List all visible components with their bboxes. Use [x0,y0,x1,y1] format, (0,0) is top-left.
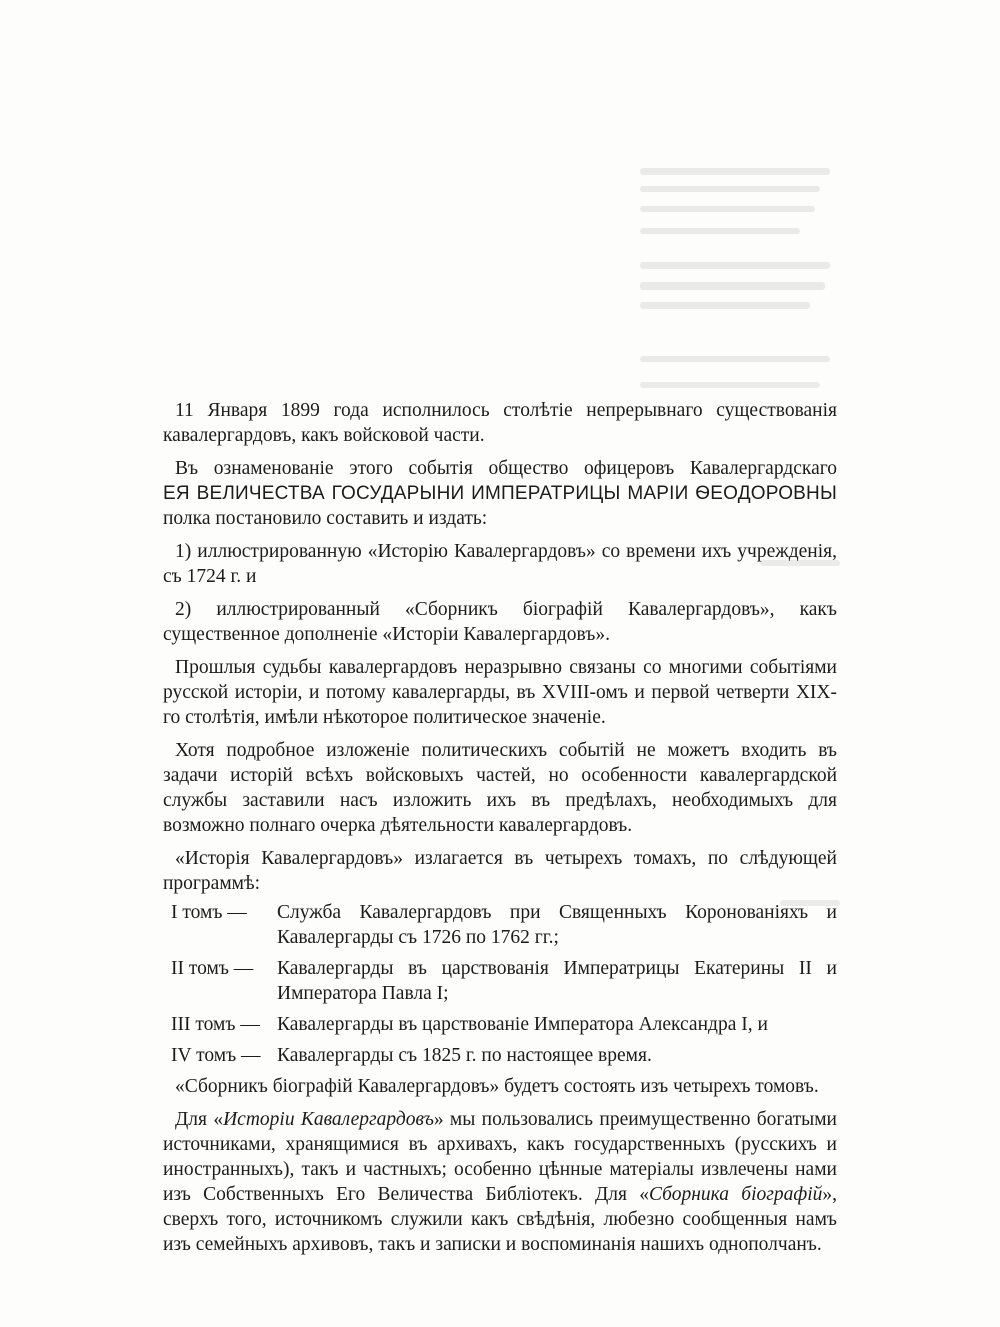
volume-text: Кавалергарды съ 1825 г. по настоящее время. [277,1045,652,1066]
volume-entry [171,956,837,1006]
paragraph-anniversary: 11 Января 1899 года исполнилось столѣтіе непрерывнаго существованія кавалергардовъ, какъ войсковой части. [163,400,837,446]
volume-label: IV томъ — [171,1045,261,1066]
volume-entry [171,1043,837,1068]
volume-label: II томъ — [171,958,254,979]
list-item-history: 1) иллюстрированную «Исторію Кавалергардовъ» со времени ихъ учрежденія, съ 1724 г. и [163,541,837,587]
regiment-patron-caps: ЕЯ ВЕЛИЧЕСТВА ГОСУДАРЫНИ ИМПЕРАТРИЦЫ МАРІИ ѲЕОДОРОВНЫ [163,483,837,504]
volume-text: Кавалергарды въ царствованіе Императора Александра I, и [277,1014,768,1035]
paragraph-society [163,456,837,531]
volume-label: I томъ — [171,902,247,923]
paragraph-society-line: Въ ознаменованіе этого событія общество офицеровъ Кавалергардскаго [175,458,837,479]
paragraph-political: Хотя подробное изложеніе политическихъ событій не можетъ входить въ задачи исторій всѣхъ войсковыхъ частей, но особенности кавалергардской службы заставили насъ изложить ихъ въ предѣлахъ, необходимыхъ для возможно полнаго очерка дѣятельности кавалергардовъ. [163,740,837,836]
volume-text: Служба Кавалергардовъ при Священныхъ Коронованіяхъ и Кавалергарды съ 1726 по 1762 гг.; [277,902,837,948]
paragraph-fates: Прошлыя судьбы кавалергардовъ неразрывно связаны со многими событіями русской исторіи, и потому кавалергарды, въ XVIII-омъ и первой четверти XIX-го столѣтія, имѣли нѣкоторое политическое значеніе. [163,657,837,728]
document-body [163,398,837,1265]
sources-text: » мы пользовались преимущественно богатыми источниками, хранящимися въ архивахъ, какъ государственныхъ (русскихъ и иностранныхъ), такъ и частныхъ; особенно цѣнные матеріалы извлечены нами изъ Собственныхъ Его Величества Библіотекъ. Для « [163,1109,837,1205]
volume-text: Кавалергарды въ царствованія Императрицы Екатерины II и Императора Павла I; [277,958,837,1004]
sources-title-history: Исторіи Кавалергардовъ [223,1109,434,1130]
volume-entry [171,1012,837,1037]
paragraph-program: «Исторія Кавалергардовъ» излагается въ четырехъ томахъ, по слѣдующей программѣ: [163,848,837,894]
volume-entry [171,900,837,950]
sources-text: Для « [175,1109,224,1130]
volume-label: III томъ — [171,1014,260,1035]
sources-text: », сверхъ того, источникомъ служили какъ свѣдѣнія, любезно сообщенныя намъ изъ семейныхъ архивовъ, такъ и записки и воспоминанія нашихъ однополчанъ. [163,1184,837,1255]
sources-title-biographies: Сборника біографій [649,1184,823,1205]
paragraph-society-end: полка постановило составить и издать: [163,508,488,529]
paragraph-collection: «Сборникъ біографій Кавалергардовъ» будетъ состоять изъ четырехъ томовъ. [175,1076,819,1097]
paragraph-sources [163,1107,837,1257]
list-item-biographies: 2) иллюстрированный «Сборникъ біографій Кавалергардовъ», какъ существенное дополненіе «Исторіи Кавалергардовъ». [163,599,837,645]
